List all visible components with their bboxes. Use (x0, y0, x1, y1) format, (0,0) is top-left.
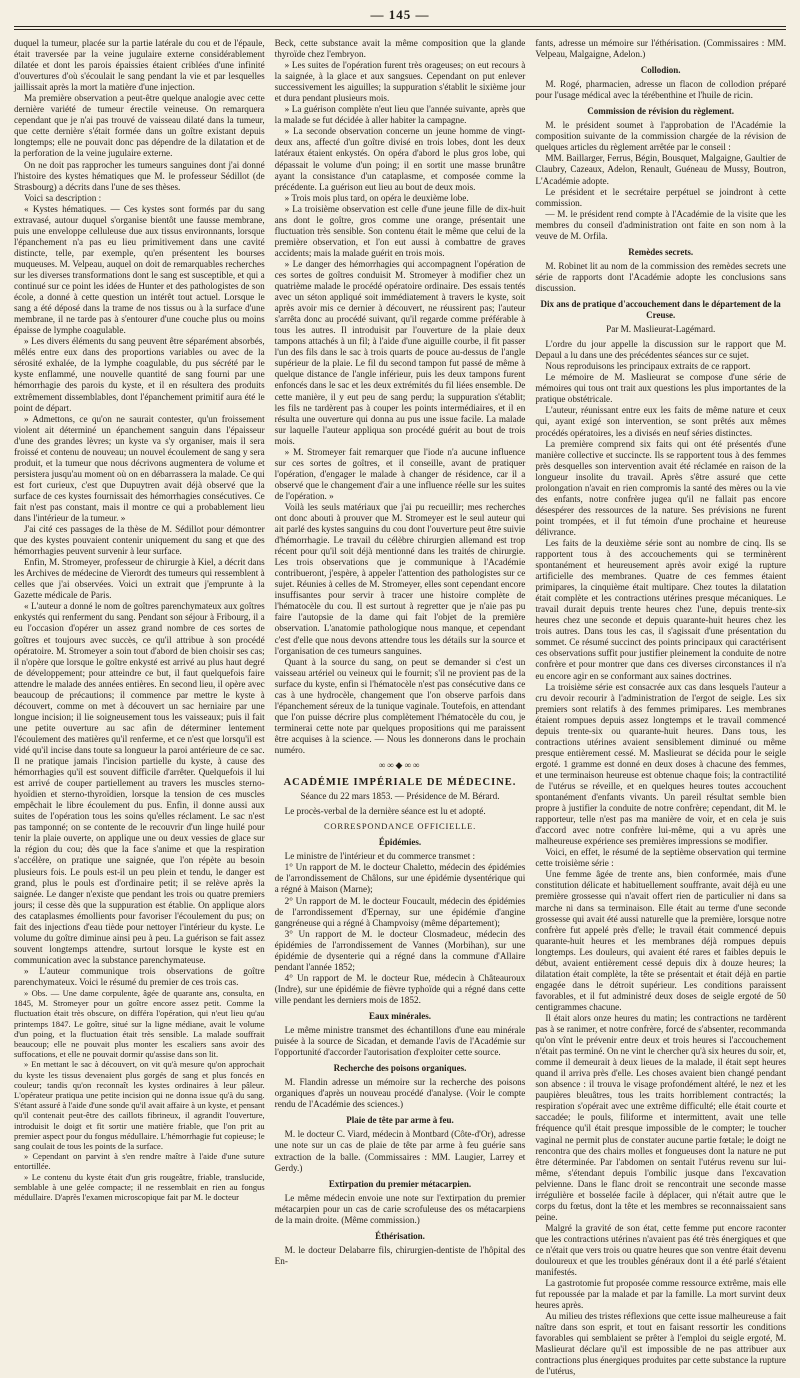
paragraph: Ma première observation a peut-être quelque analogie avec cette dernière variété de tumeur érectile veineuse. On remarquera cependant que je n'ai pas trouvé de vaisseau dilaté dans la tumeur, que cette dernière s'était formée dans un goître existant depuis longtemps; elle ne pouvait donc pas dépendre de la dilatation et de la perforation de la veine jugulaire externe. (14, 93, 265, 159)
paragraph: Voilà les seuls matériaux que j'ai pu recueillir; mes recherches ont donc abouti à prouver que M. Stromeyer est le seul auteur qui ait parlé des kystes sanguins du cou dont l'ouverture peut être suivie d'hémorrhagie. Le travail du célèbre chirurgien allemand est trop récent pour qu'il soit déjà mentionné dans les traités de chirurgie. Les trois observations que je communique à l'Académie contribueront, j'espère, à appeler l'attention des pathologistes sur ce sujet. Réunies à celles de M. Stromeyer, elles sont cependant encore insuffisantes pour servir à tracer une histoire complète de l'hématocèle du cou. Il est surtout à regretter que je n'aie pas pu faire l'autopsie de la dame qui fait l'objet de la première observation. L'anatomie pathologique nous manque, et cependant c'est d'elle que nous devons attendre tous les détails sur la source et l'organisation de ces tumeurs sanguines. (274, 501, 526, 656)
paragraph: » L'auteur communique trois observations de goître parenchymateux. Voici le résumé du premier de ces trois cas. (14, 965, 265, 987)
footnote-paragraph: » Le contenu du kyste était d'un gris rougeâtre, friable, translucide, semblable à une gelée compacte; il ne ressemblait en rien au fongus médullaire. D'après l'examen microscopique fait par M. le docteur (14, 1171, 265, 1203)
column-2 (274, 38, 526, 1266)
paragraph: fants, adresse un mémoire sur l'éthérisation. (Commissaires : MM. Velpeau, Malgaigne, Adelon.) (535, 38, 787, 60)
paragraph: Le ministre de l'intérieur et du commerce transmet : (284, 851, 476, 862)
paragraph: Le président et le secrétaire perpétuel se joindront à cette commission. (535, 186, 787, 208)
ornament-divider: ∞∞◆∞∞ (378, 760, 422, 771)
paragraph: Nous reproduisons les principaux extraits de ce rapport. (545, 361, 751, 372)
subsection-title: Recherche des poisons organiques. (333, 1063, 467, 1074)
paragraph: Le même médecin envoie une note sur l'extirpation du premier métacarpien pour un cas de carie scrofuleuse des os métacarpiens de la main droite. (Même commission.) (274, 1192, 526, 1225)
paragraph: « Kystes hématiques. — Ces kystes sont formés par du sang extravasé, autour duquel s'organise bientôt une fausse membrane, puis une enveloppe celluleuse due aux tissus environnants, lorsque l'épanchement n'a pas eu lieu primitivement dans une cavité distincte, telle, par exemple, qu'en présentent les bourses muqueuses. M. Velpeau, auquel on doit de remarquables recherches sur les diverses transformations dont le sang est susceptible, et qui a continué sur ce point les idées de Hunter et des pathologistes de son école, a donné à cette question un intérêt tout actuel. Lorsque le sang a été déposé dans la trame de nos tissus ou à la surface d'une membrane, il ne tarde pas à s'entourer d'une couche plus ou moins épaisse de lymphe coagulable. (14, 203, 265, 336)
paragraph: Enfin, M. Stromeyer, professeur de chirurgie à Kiel, a décrit dans les Archives de médecine de Vierordt des tumeurs qui ressemblent à celles que j'ai observées. Voici un extrait que j'emprunte à la Gazette médicale de Paris. (14, 557, 265, 601)
subsection-title: Collodion. (640, 65, 681, 76)
subsection-title: Éthérisation. (375, 1230, 425, 1241)
subsection-title: Eaux minérales. (369, 1010, 431, 1021)
paragraph: 1° Un rapport de M. le docteur Chaletto, médecin des épidémies de l'arrondissement de Châlons, sur une épidémie dysentérique qui a régné à Maison (Marne); (274, 862, 526, 895)
paragraph: » Les suites de l'opération furent très orageuses; on eut recours à la saignée, à la glace et aux sangsues. Cependant on put enlever successivement les aiguilles; la suppuration s'établit le sixième jour et dura pendant plusieurs mois. (274, 60, 526, 104)
page-number: — 145 — (370, 7, 430, 22)
footnote-paragraph: » Obs. — Une dame corpulente, âgée de quarante ans, consulta, en 1845, M. Stromeyer pour un goître encore assez petit. Comme la fluctuation était très obscure, on différa l'opération, qui n'eut lieu qu'au printemps 1847. Le goître, situé sur la ligne médiane, avait le volume d'un poing, et la fluctuation était très sensible. La malade souffrait beaucoup; elle ne pouvait plus monter les escaliers sans avoir des suffocations, et elle ne pouvait dormir qu'assise dans son lit. (14, 988, 265, 1060)
paragraph: La gastrotomie fut proposée comme ressource extrême, mais elle fut repoussée par la malade et par la famille. La mort survint deux heures après. (535, 1278, 787, 1311)
paragraph: J'ai cité ces passages de la thèse de M. Sédillot pour démontrer que des kystes pouvaient contenir uniquement du sang et que des hémorrhagies peuvent survenir à leur surface. (14, 524, 265, 557)
paragraph: » La troisième observation est celle d'une jeune fille de dix-huit ans dont le goître, gros comme une orange, présentait une fluctuation très sensible. Son contenu était le même que celui de la première observation, et l'on eut aussi à combattre de graves accidents; mais la malade guérit en trois mois. (274, 203, 526, 258)
subsection-title: Épidémies. (378, 837, 422, 848)
column-1 (14, 38, 265, 1203)
paragraph: duquel la tumeur, placée sur la partie latérale du cou et de l'épaule, était traversée par la veine jugulaire externe considérablement dilatée et dont les parois épaissies étaient criblées d'une infinité d'ouvertures d'où s'écoulait le sang pendant la vie et par lesquelles jaillissait après la mort la matière d'une injection. (14, 38, 265, 93)
columns (14, 38, 787, 1377)
subsection-title: Remèdes secrets. (628, 246, 694, 257)
paragraph: M. Flandin adresse un mémoire sur la recherche des poisons organiques d'après un nouveau procédé d'analyse. (Voir le compte rendu de l'Académie des sciences.) (274, 1077, 526, 1110)
paragraph: L'ordre du jour appelle la discussion sur le rapport que M. Depaul a lu dans une des précédentes séances sur ce sujet. (535, 339, 787, 361)
paragraph: 2° Un rapport de M. le docteur Foucault, médecin des épidémies de l'arrondissement d'Epernay, sur une épidémie d'angine gangréneuse qui a régné à Champvoisy (même département); (274, 895, 526, 928)
paragraph: La troisième série est consacrée aux cas dans lesquels l'auteur a cru devoir recourir à l'administration de l'ergot de seigle. Les six premiers sont relatifs à des femmes primipares. Les membranes étaient rompues depuis assez longtemps et le travail commencé depuis trente-six ou quarante-huit heures. Dans tous, les contractions utérines avaient sensiblement diminué ou même presque entièrement cessé. M. Maslieurat se décida pour le seigle ergoté. 1 gramme est donné en deux doses à chacune des femmes, et une terminaison heureuse est obtenue chaque fois; la contractilité de l'utérus se réveille, et en quelques heures toutes accouchent spontanément d'enfants vivants. Un pareil résultat semble bien propre à justifier la conduite de notre confrère; cependant, dit M. le rapporteur, telle n'est pas ma manière de voir, et en cela je suis d'accord avec notre confrère lui-même, qui a vu après une malheureuse expérience ses premières impressions se modifier. (535, 681, 787, 847)
subsection-title: Plaie de tête par arme à feu. (346, 1115, 454, 1126)
paragraph: » Admettons, ce qu'on ne saurait contester, qu'un froissement violent ait déterminé un épanchement sanguin dans l'épaisseur d'une des grandes lèvres; un kyste va s'y organiser, mais il sera froissé et contenu de nouveau; un nouvel écoulement de sang y sera produit, et la tumeur que nous décrivons augmentera de volume et persistera jusqu'au moment où on en débarrassera la malade. Ce qui est fort curieux, c'est que Dupuytren avait déjà observé que la surface de ces kystes fournissait des hémorrhagies consécutives. Ce fait n'est pas constant, mais il montre ce qui a probablement lieu dans l'intérieur de la tumeur. » (14, 413, 265, 524)
paragraph: La première comprend six faits qui ont été présentés d'une manière collective et succincte. Ils se rapportent tous à des femmes près desquelles son intervention avait été réclamée en raison de la longueur insolite du travail. Après s'être assuré que cette prolongation n'avait en rien compromis la santé des mères ou la vie des enfants, notre confrère jugea qu'il ne fallait pas encore désespérer des ressources de la nature. Ses prévisions ne furent point trompées, et il fut témoin d'une prochaine et heureuse délivrance. (535, 438, 787, 537)
paragraph: Quant à la source du sang, on peut se demander si c'est un vaisseau artériel ou veineux qui le fournit; s'il ne provient pas de la surface du kyste, enfin si l'hématocèle n'est pas consécutive dans ce cas à une hydrocèle, changement que l'on observe parfois dans l'épanchement séreux de la tunique vaginale. Toutefois, en attendant que l'on puisse décrire plus complètement l'hématocèle du cou, je terminerai cette note par quelques propositions qui me paraissent être acquises à la science. — Nous les donnerons dans le prochain numéro. (274, 656, 526, 755)
paragraph: — M. le président rend compte à l'Académie de la visite que les membres du conseil d'administration ont faite en son nom à la veuve de M. Orfila. (535, 208, 787, 241)
paragraph: Beck, cette substance avait la même composition que la glande thyroïde chez l'embryon. (274, 38, 526, 60)
paragraph: M. le docteur Delabarre fils, chirurgien-dentiste de l'hôpital des En- (274, 1244, 526, 1266)
header-rule (14, 26, 786, 30)
paragraph: » La seconde observation concerne un jeune homme de vingt-deux ans, affecté d'un goître divisé en trois lobes, dont les deux latéraux étaient enkystés. On opéra d'abord le plus gros lobe, qui dépassait le volume d'un poing; il en sortit une masse brunâtre ayant la consistance d'un cataplasme, et composée comme la précédente. La guérison eut lieu au bout de deux mois. (274, 126, 526, 192)
paragraph: On ne doit pas rapprocher les tumeurs sanguines dont j'ai donné l'histoire des kystes hématiques que M. le professeur Sédillot (de Strasbourg) a décrits dans l'une de ses thèses. (14, 159, 265, 192)
seance-line: Séance du 22 mars 1853. — Présidence de M. Bérard. (300, 791, 500, 802)
paragraph: MM. Baillarger, Ferrus, Bégin, Bousquet, Malgaigne, Gaultier de Claubry, Cazeaux, Adelon, Renault, Guéneau de Mussy, Boutron, L'Académie adopte. (535, 153, 787, 186)
paragraph: » Trois mois plus tard, on opéra le deuxième lobe. (284, 192, 469, 203)
paragraph: » La guérison complète n'eut lieu que l'année suivante, après que la malade se fut décidée à aller habiter la campagne. (274, 104, 526, 126)
paragraph: » M. Stromeyer fait remarquer que l'iode n'a aucune influence sur ces sortes de goîtres, et il conseille, avant de pratiquer l'opération, d'engager le malade à changer de résidence, car il a observé que le changement d'air a une influence réelle sur les suites de l'opération. » (274, 446, 526, 501)
paragraph: M. Rogé, pharmacien, adresse un flacon de collodion préparé pour l'usage médical avec la térébenthine et l'huile de ricin. (535, 79, 787, 101)
paragraph: Voici sa description : (24, 192, 102, 203)
paragraph: 3° Un rapport de M. le docteur Closmadeuc, médecin des épidémies de l'arrondissement de Vannes (Morbihan), sur une épidémie de dysenterie qui a régné dans la commune d'Allaire pendant l'année 1852; (274, 928, 526, 972)
paragraph: Au milieu des tristes réflexions que cette issue malheureuse a fait naître dans son esprit, et tout en faisant ressortir les conditions favorables qui semblaient se prêter à l'emploi du seigle ergoté, M. Maslieurat déclare qu'il est impossible de ne pas attribuer aux contractions plus énergiques produites par cette substance la rupture de l'utérus, (535, 1311, 787, 1377)
paragraph: M. le docteur C. Viard, médecin à Montbard (Côte-d'Or), adresse une note sur un cas de plaie de tête par arme à feu guérie sans extraction de la balle. (Commissaires : MM. Laugier, Larrey et Gerdy.) (274, 1129, 526, 1173)
subsection-title: Extirpation du premier métacarpien. (328, 1178, 472, 1189)
paragraph: » Le danger des hémorrhagies qui accompagnent l'opération de ces sortes de goîtres conduisit M. Stromeyer à modifier chez un quatrième malade le procédé opératoire ordinaire. Des essais tentés avec un séton appliqué soit immédiatement à travers le kyste, soit après avoir mis ce dernier à découvert, ne réussirent pas; l'auteur s'arrêta donc au procédé suivant, qu'il regarde comme préférable à tous les autres. Il introduisit par l'ouverture de la plaie deux tampons attachés à un fil; à l'aide d'une aiguille courbe, il fit passer l'un des fils dans le sac à trois quarts de pouce au-dessus de l'angle supérieur de la plaie. Le fil du second tampon fut passé de même à quelque distance de l'angle inférieur, puis les deux tampons furent enfoncés dans le sac et les deux extrémités du fil liées ensemble. De cette manière, il y eut peu de sang perdu; la suppuration s'établit; les fils ne tardèrent pas à couper les points intermédiaires, et il en résulta une ouverture qui donna au pus une issue facile. La malade sur laquelle l'auteur appliqua son procédé guérit au bout de trois mois. (274, 258, 526, 446)
footnote-paragraph: » En mettant le sac à découvert, on vit qu'à mesure qu'on approchait du kyste les tissus devenaient plus gorgés de sang et plus foncés en couleur; tandis qu'on reconnaît les kystes ordinaires à leur pâleur. L'opérateur pratiqua une petite incision qui ne donna issue qu'à du sang. S'étant assuré à l'aide d'une sonde qu'il avait affaire à un kyste, et pensant qu'il contenait peut-être des caillots fibrineux, il agrandit l'ouverture, introduisit le doigt et fit sortir une matière friable, que l'on prit au premier aspect pour du fongus médullaire. L'hémorrhagie fut copieuse; le sang coulait de tous les points de la surface. (14, 1059, 265, 1152)
paragraph: Voici, en effet, le résumé de la septième observation qui termine cette troisième série : (535, 847, 787, 869)
paragraph: Malgré la gravité de son état, cette femme put encore raconter que les contractions utérines n'avaient pas été très énergiques et que ce n'était que vers trois ou quatre heures que son ventre était devenu douloureux et que les troubles généraux dont il a été parlé s'étaient manifestés. (535, 1222, 787, 1278)
paragraph: Le même ministre transmet des échantillons d'une eau minérale puisée à la source de Sicadan, et demande l'avis de l'Académie sur l'opportunité d'accorder l'autorisation d'exploiter cette source. (274, 1025, 526, 1058)
column-3 (535, 38, 787, 1377)
paragraph: M. Robinet lit au nom de la commission des remèdes secrets une série de rapports dont l'Académie adopte les conclusions sans discussion. (535, 260, 787, 293)
paragraph: 4° Un rapport de M. le docteur Rue, médecin à Châteauroux (Indre), sur une épidémie de fièvre typhoïde qui a régné dans cette ville pendant les derniers mois de 1852. (274, 972, 526, 1005)
subsection-title: Dix ans de pratique d'accouchement dans le département de la Creuse. (540, 298, 781, 321)
paragraph: « L'auteur a donné le nom de goîtres parenchymateux aux goîtres enkystés qui renferment du sang. Pendant son séjour à Fribourg, il a eu l'occasion d'opérer un assez grand nombre de ces sortes de goîtres et toujours avec succès, ce qu'il attribue à son procédé opératoire. M. Stromeyer a soin tout d'abord de bien choisir ses cas; il n'opère que lorsque le goître enkysté est arrivé au plus haut degré de développement; pour atteindre ce but, il faut quelquefois faire attendre le malade des années entières. En second lieu, il opère avec beaucoup de précautions; il commence par mettre le kyste à découvert, comme on met à découvert un sac herniaire par une longue incision; il lie soigneusement tous les vaisseaux; puis il fait une petite ouverture au sac afin de déterminer lentement l'écoulement des matières qu'il renferme, et ce n'est que lorsqu'il est vidé qu'il incise dans toute sa longueur la paroi antérieure de ce sac. Il ne pratique jamais l'incision partielle du kyste, à cause des hémorrhagies qu'il est souvent difficile d'arrêter. Quelquefois il lui est arrivé de couper partiellement au travers les muscles sterno-hyoïdien et sterno-thyroïdien, lorsque la tension de ces muscles empêchait le libre écoulement du pus. Enfin, il donne aussi aux suites de l'opération tous les soins qu'elles réclament. Le sac n'est pas tamponné; on se contente de le recouvrir d'un linge huilé pour tenir la plaie ouverte, on applique une ou deux vessies de glace sur la région du cou; dès que la face s'anime et que la respiration s'accélère, on pratique une saignée, que l'on répète au besoin plusieurs fois. Le pouls est-il un peu plein et tendu, le danger est grand, plus le pouls est d'ordinaire petit; il se relève après la saignée. Le danger n'existe que pendant les trois ou quatre premiers jours; il cesse dès que la suppuration est établie. On applique alors des cataplasmes émollients pour favoriser l'écoulement du pus; on fait des injections d'eau tiède pour nettoyer l'intérieur du kyste. Le volume du goître diminue ainsi peu à peu. La guérison se fait assez souvent longtemps attendre, surtout lorsque le kyste est en communication avec la substance parenchymateuse. (14, 601, 265, 965)
subsection-title: Commission de révision du règlement. (587, 106, 735, 117)
paragraph: L'auteur, réunissant entre eux les faits de même nature et ceux qui, ayant exigé son intervention, se sont prêtés aux mêmes procédés opératoires, les a divisés en neuf séries distinctes. (535, 405, 787, 438)
paragraph: Le mémoire de M. Maslieurat se compose d'une série de mémoires qui tous ont trait aux questions les plus importantes de la pratique obstétricale. (535, 372, 787, 405)
paragraph: » Les divers éléments du sang peuvent être séparément absorbés, mêlés entre eux dans des proportions variables ou avec de la sérosité exhalée, de la lymphe coagulable, du pus sécrété par le kyste enflammé, une nouvelle quantité de sang fourni par une hémorrhagie des parois du kyste, et il en résultera des produits extrêmement dissemblables, dont l'épanchement primitif aura été le point de départ. (14, 336, 265, 413)
paragraph: Il était alors onze heures du matin; les contractions ne tardèrent pas à se ranimer, et notre confrère, forcé de s'absenter, recommanda qu'on vînt le prévenir entre deux et trois heures si l'accouchement n'était pas terminé. On ne vint le chercher qu'à six heures du soir, et, comme il demeurait à deux lieues de la malade, il était sept heures quand il arriva près d'elle. Les choses avaient bien changé pendant son absence : il trouva le visage profondément altéré, le nez et les paupières bleuâtres, tous les traits horriblement contractés; la respiration s'opérait avec une extrême difficulté; elle était courte et saccadée; le pouls, filiforme et intermittent, avait une telle fréquence qu'il était presque impossible de le compter; le toucher vaginal ne permit plus de constater aucune partie fœtale; le doigt ne rencontra que des chairs molles et fongueuses dont la nature ne put être déterminée. Par l'abdomen on sentait l'utérus revenu sur lui-même, s'étendant depuis l'ombilic jusque dans l'excavation pelvienne. Dans le flanc droit se rencontrait une seconde masse irrégulière et bosselée facile à déplacer, qui n'était autre que le corps du fœtus, dont la tête et les membres se reconnaissaient sans peine. (535, 1012, 787, 1222)
paragraph: Les faits de la deuxième série sont au nombre de cinq. Ils se rapportent tous à des accouchements qui se terminèrent spontanément et heureusement après avoir exigé la rupture artificielle des membranes. Quatre de ces femmes étaient primipares, la cinquième était multipare. Chez toutes la dilatation était complète et les contractions utérines presque mécaniques. Le travail durait depuis trente heures chez l'une, depuis trente-six heures chez une seconde et depuis quarante-huit heures chez les trois autres. Dans tous les cas, il s'agissait d'une présentation du sommet. Ce résumé succinct des points principaux qui caractérisent ces observations suffit pour justifier pleinement la conduite de notre confrère et pour montrer que dans ces diverses circonstances il n'a eu encore agir en se conformant aux saines doctrines. (535, 537, 787, 681)
paragraph: M. le président soumet à l'approbation de l'Académie la composition suivante de la commission chargée de la révision de quelques articles du règlement arrêtée par le conseil : (535, 120, 787, 153)
paragraph: Le procès-verbal de la dernière séance est lu et adopté. (284, 806, 486, 817)
footnote-paragraph: » Cependant on parvint à s'en rendre maître à l'aide d'une suture entortillée. (14, 1151, 265, 1172)
section-title-academy: ACADÉMIE IMPÉRIALE DE MÉDECINE. (283, 777, 517, 789)
subsection-title: CORRESPONDANCE OFFICIELLE. (323, 821, 477, 832)
paragraph: Une femme âgée de trente ans, bien conformée, mais d'une constitution délicate et habituellement souffrante, avait déjà eu une première grossesse qui n'avait offert rien de particulier ni dans sa marche ni dans sa terminaison. Elle était au terme d'une seconde grossesse qui avait été aussi naturelle que la première, lorsque notre confrère fut appelé près d'elle; le travail était commencé depuis quarante-huit heures et les membranes déjà rompues depuis longtemps. Les douleurs, qui avaient été rares et faibles depuis le début, avaient entièrement cessé depuis dix à douze heures; la dilatation était complète, la tête se présentait et était déjà en partie engagée dans le détroit supérieur. Les conditions paraissent favorables, et il fut administré deux doses de seigle ergoté de 50 centigrammes chacune. (535, 869, 787, 1012)
author-line: Par M. Maslieurat-Lagémard. (606, 324, 716, 335)
